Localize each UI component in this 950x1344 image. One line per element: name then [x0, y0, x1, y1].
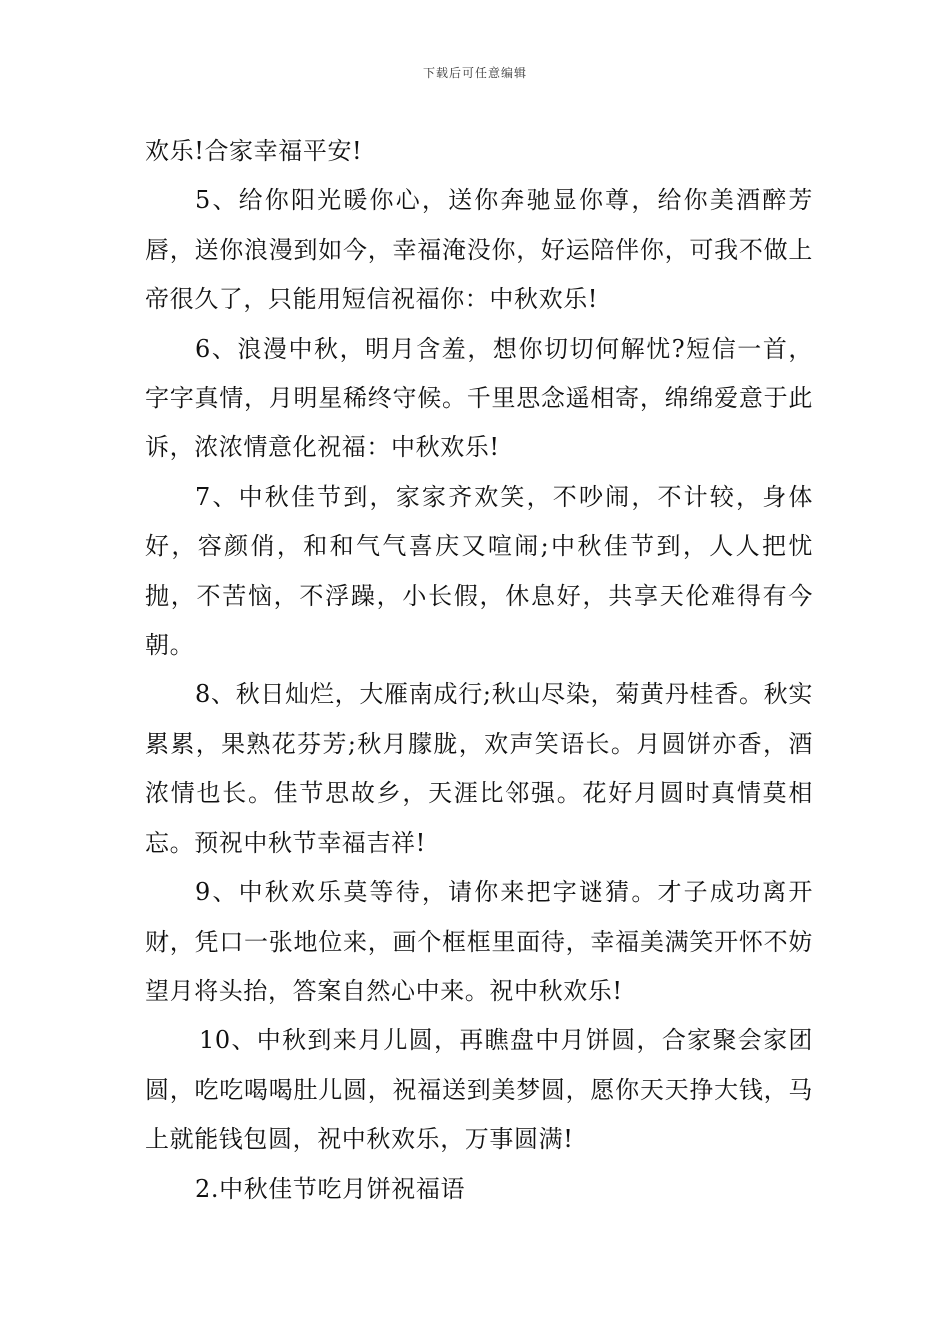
paragraph-item-7: 7、中秋佳节到，家家齐欢笑，不吵闹，不计较，身体好，容颜俏，和和气气喜庆又喧闹;中秋佳节到，人人把忧抛，不苦恼，不浮躁，小长假，休息好，共享天伦难得有今朝。 [145, 482, 813, 660]
paragraph-item-8: 8、秋日灿烂，大雁南成行;秋山尽染，菊黄丹桂香。秋实累累，果熟花芬芳;秋月朦胧，欢声笑语长。月圆饼亦香，酒浓情也长。佳节思故乡，天涯比邻强。花好月圆时真情莫相忘。预祝中秋节幸福吉祥! [145, 680, 813, 857]
paragraph-item-6: 6、浪漫中秋，明月含羞，想你切切何解忧?短信一首，字字真情，月明星稀终守候。千里思念遥相寄，绵绵爱意于此诉，浓浓情意化祝福：中秋欢乐! [145, 334, 813, 462]
paragraph-item-5: 5、给你阳光暖你心，送你奔驰显你尊，给你美酒醉芳唇，送你浪漫到如今，幸福淹没你，好运陪伴你，可我不做上帝很久了，只能用短信祝福你：中秋欢乐! [145, 186, 813, 314]
section-heading: 2.中秋佳节吃月饼祝福语 [195, 1174, 466, 1203]
page-header: 下载后可任意编辑 [422, 66, 527, 80]
paragraph-continuation: 欢乐!合家幸福平安! [145, 137, 363, 165]
document-body [145, 127, 813, 1214]
paragraph-item-9: 9、中秋欢乐莫等待，请你来把字谜猜。才子成功离开财，凭口一张地位来，画个框框里面待，幸福美满笑开怀不妨望月将头抬，答案自然心中来。祝中秋欢乐! [145, 878, 813, 1005]
paragraph-item-10: 10、中秋到来月儿圆，再瞧盘中月饼圆，合家聚会家团圆，吃吃喝喝肚儿圆，祝福送到美梦圆，愿你天天挣大钱，马上就能钱包圆，祝中秋欢乐，万事圆满! [145, 1026, 813, 1154]
